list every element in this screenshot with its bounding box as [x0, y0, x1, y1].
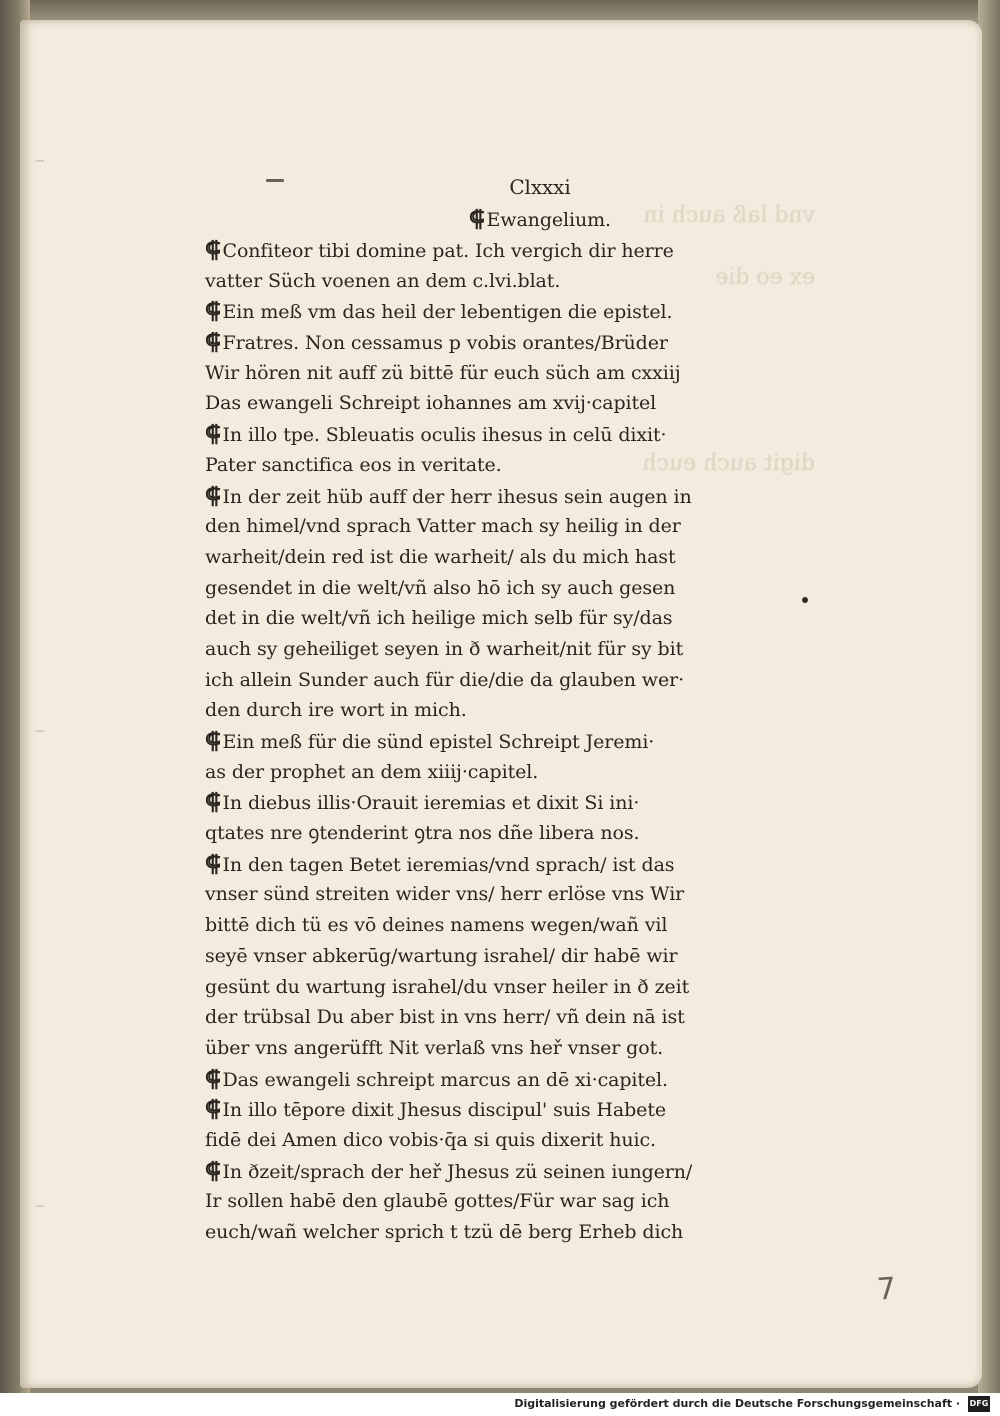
text-line [205, 419, 805, 450]
paragraph-mark-icon: ⸿ [205, 1157, 221, 1184]
text-line-content: bittē dich tü es vō deines namens wegen/wañ vil [205, 914, 668, 937]
text-line [205, 1033, 805, 1064]
paragraph-mark-icon: ⸿ [205, 237, 221, 263]
text-line [205, 1002, 805, 1033]
folio-number: Clxxxi [509, 175, 571, 199]
text-line [205, 757, 805, 788]
text-line [205, 695, 805, 726]
text-lines [205, 235, 805, 1248]
text-line [205, 849, 805, 880]
text-line [205, 972, 805, 1003]
text-line-content: In der zeit hüb auff der herr ihesus sein augen in [222, 485, 692, 508]
text-line-content: Ein meß für die sünd epistel Schreipt Jeremi· [222, 731, 655, 753]
text-line-content: Das ewangeli Schreipt iohannes am xvij·capitel [205, 392, 657, 415]
text-line-content: euch/wañ welcher sprich t tzü dē berg Erheb dich [205, 1221, 684, 1243]
text-block [205, 170, 805, 1248]
text-line [205, 879, 805, 910]
text-line [205, 787, 805, 818]
top-book-edge [0, 0, 1000, 22]
paragraph-mark-icon: ⸿ [205, 789, 221, 816]
text-line [205, 327, 805, 358]
text-line [205, 941, 805, 972]
text-line [205, 1094, 805, 1125]
text-line [205, 910, 805, 941]
paragraph-mark-icon: ⸿ [205, 850, 221, 877]
paragraph-mark-icon: ⸿ [205, 1065, 221, 1092]
text-line [205, 266, 805, 297]
funding-credit: Digitalisierung gefördert durch die Deutsche Forschungsgemeinschaft · [514, 1397, 960, 1410]
text-line-content: seyē vnser abkerūg/wartung israhel/ dir habē wir [205, 944, 678, 967]
text-line-content: der trübsal Du aber bist in vns herr/ vñ dein nā ist [205, 1006, 685, 1029]
text-line-content: gesendet in die welt/vñ also hō ich sy auch gesen [205, 576, 676, 599]
stitch-mark [36, 160, 44, 162]
text-line-content: Das ewangeli schreipt marcus an dē xi·capitel. [222, 1068, 668, 1091]
text-line-content: det in die welt/vñ ich heilige mich selb für sy/das [205, 607, 673, 630]
paragraph-mark-icon: ⸿ [205, 329, 221, 356]
text-line [205, 818, 805, 849]
text-line-content: vnser sünd streiten wider vns/ herr erlöse vns Wir [205, 883, 685, 906]
text-line [205, 603, 805, 634]
text-line-content: vatter Süch voenen an dem c.lvi.blat. [205, 269, 561, 292]
text-line-content: as der prophet an dem xiiij·capitel. [205, 760, 539, 783]
text-line [205, 1217, 805, 1248]
text-line-content: In illo tpe. Sbleuatis oculis ihesus in celū dixit· [222, 424, 667, 447]
paragraph-mark-icon: ⸿ [205, 482, 221, 509]
section-heading [205, 204, 805, 235]
text-line [205, 388, 805, 419]
text-line [205, 358, 805, 389]
text-line-content: ich allein Sunder auch für die/die da glauben wer· [205, 668, 685, 691]
text-line [205, 1156, 805, 1187]
text-line-content: In diebus illis·Orauit ieremias et dixit Si ini· [222, 792, 640, 815]
text-line-content: Confiteor tibi domine pat. Ich vergich dir herre [222, 240, 674, 262]
dfg-logo: DFG [968, 1396, 990, 1412]
footer-bar [0, 1393, 1000, 1416]
text-line [205, 235, 805, 266]
text-line-content: In illo tēpore dixit Jhesus discipul' suis Habete [222, 1099, 667, 1122]
text-line [205, 1125, 805, 1156]
stitch-mark [36, 1205, 44, 1207]
text-line-content: den himel/vnd sprach Vatter mach sy heilig in der [205, 515, 681, 538]
text-line [205, 511, 805, 542]
paragraph-mark-icon: ⸿ [205, 1096, 221, 1123]
text-line-content: fidē dei Amen dico vobis·q̄a si quis dixerit huic. [205, 1128, 656, 1151]
text-line [205, 726, 805, 757]
text-line [205, 450, 805, 481]
text-line-content: Pater sanctifica eos in veritate. [205, 453, 502, 476]
show-through-text: vnd laß auch in ex eo die digit auch euch [642, 203, 815, 476]
text-line-content: gesünt du wartung israhel/du vnser heiler in ð zeit [205, 975, 690, 998]
text-line-content: auch sy geheiliget seyen in ð warheit/nit für sy bit [205, 637, 684, 660]
paragraph-mark-icon: ⸿ [469, 206, 485, 232]
text-line-content: Ein meß vm das heil der lebentigen die epistel. [222, 301, 673, 324]
text-line-content: Ir sollen habē den glaubē gottes/Für war sag ich [205, 1190, 670, 1213]
text-line [205, 665, 805, 696]
pencil-page-number: 7 [875, 1271, 898, 1308]
paragraph-mark-icon: ⸿ [205, 728, 221, 754]
section-heading-text: Ewangelium. [486, 209, 611, 231]
paragraph-mark-icon: ⸿ [205, 298, 221, 325]
text-line-content: über vns angerüfft Nit verlaß vns heř vnser got. [205, 1036, 664, 1059]
text-line [205, 1064, 805, 1095]
text-line [205, 296, 805, 327]
stitch-mark [36, 730, 44, 732]
text-line [205, 542, 805, 573]
text-line-content: den durch ire wort in mich. [205, 699, 467, 722]
text-line [205, 1186, 805, 1217]
text-line-content: In den tagen Betet ieremias/vnd sprach/ ist das [222, 853, 675, 876]
text-line [205, 481, 805, 512]
text-line-content: qtates nre ꝯtenderint ꝯtra nos dñe libera nos. [205, 822, 640, 845]
paragraph-mark-icon: ⸿ [205, 421, 221, 448]
text-line-content: In ðzeit/sprach der heř Jhesus zü seinen iungern/ [222, 1160, 693, 1183]
text-line-content: warheit/dein red ist die warheit/ als du mich hast [205, 545, 676, 568]
text-line [205, 573, 805, 604]
text-line-content: Fratres. Non cessamus p vobis orantes/Brüder [222, 332, 668, 355]
text-line-content: Wir hören nit auff zü bittē für euch süch am cxxiij [205, 361, 681, 384]
text-line [205, 634, 805, 665]
